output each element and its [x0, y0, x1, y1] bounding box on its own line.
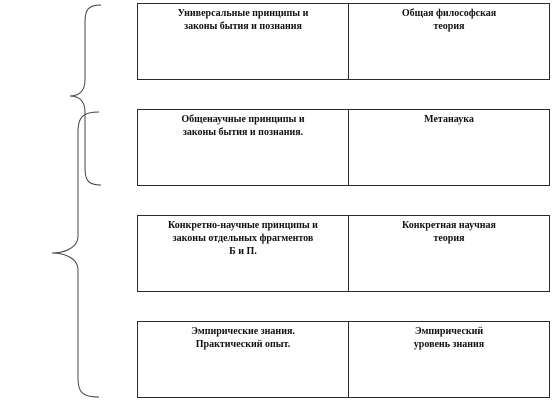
upper-brace [70, 5, 101, 185]
cell-empirical-level: Эмпирический уровень знания [413, 326, 485, 350]
cell-empirical-knowledge: Эмпирические знания. Практический опыт. [138, 322, 349, 397]
cell-universal-principles: Универсальные принципы и законы бытия и познания [138, 4, 349, 79]
cell-concrete-scientific-principles: Конкретно-научные принципы и законы отдельных фрагментов Б и П. [138, 216, 349, 291]
cell-general-scientific-principles: Общенаучные принципы и законы бытия и познания. [138, 110, 349, 185]
row-empirical [137, 321, 550, 398]
lower-brace [52, 112, 99, 397]
row-general-scientific [137, 109, 550, 186]
row-universal [137, 3, 550, 80]
row-concrete-scientific [137, 215, 550, 292]
cell-metascience: Метанаука [424, 114, 474, 125]
cell-general-philosophical-theory: Общая философская теория [401, 8, 497, 32]
cell-concrete-scientific-theory: Конкретная научная теория [402, 220, 496, 244]
